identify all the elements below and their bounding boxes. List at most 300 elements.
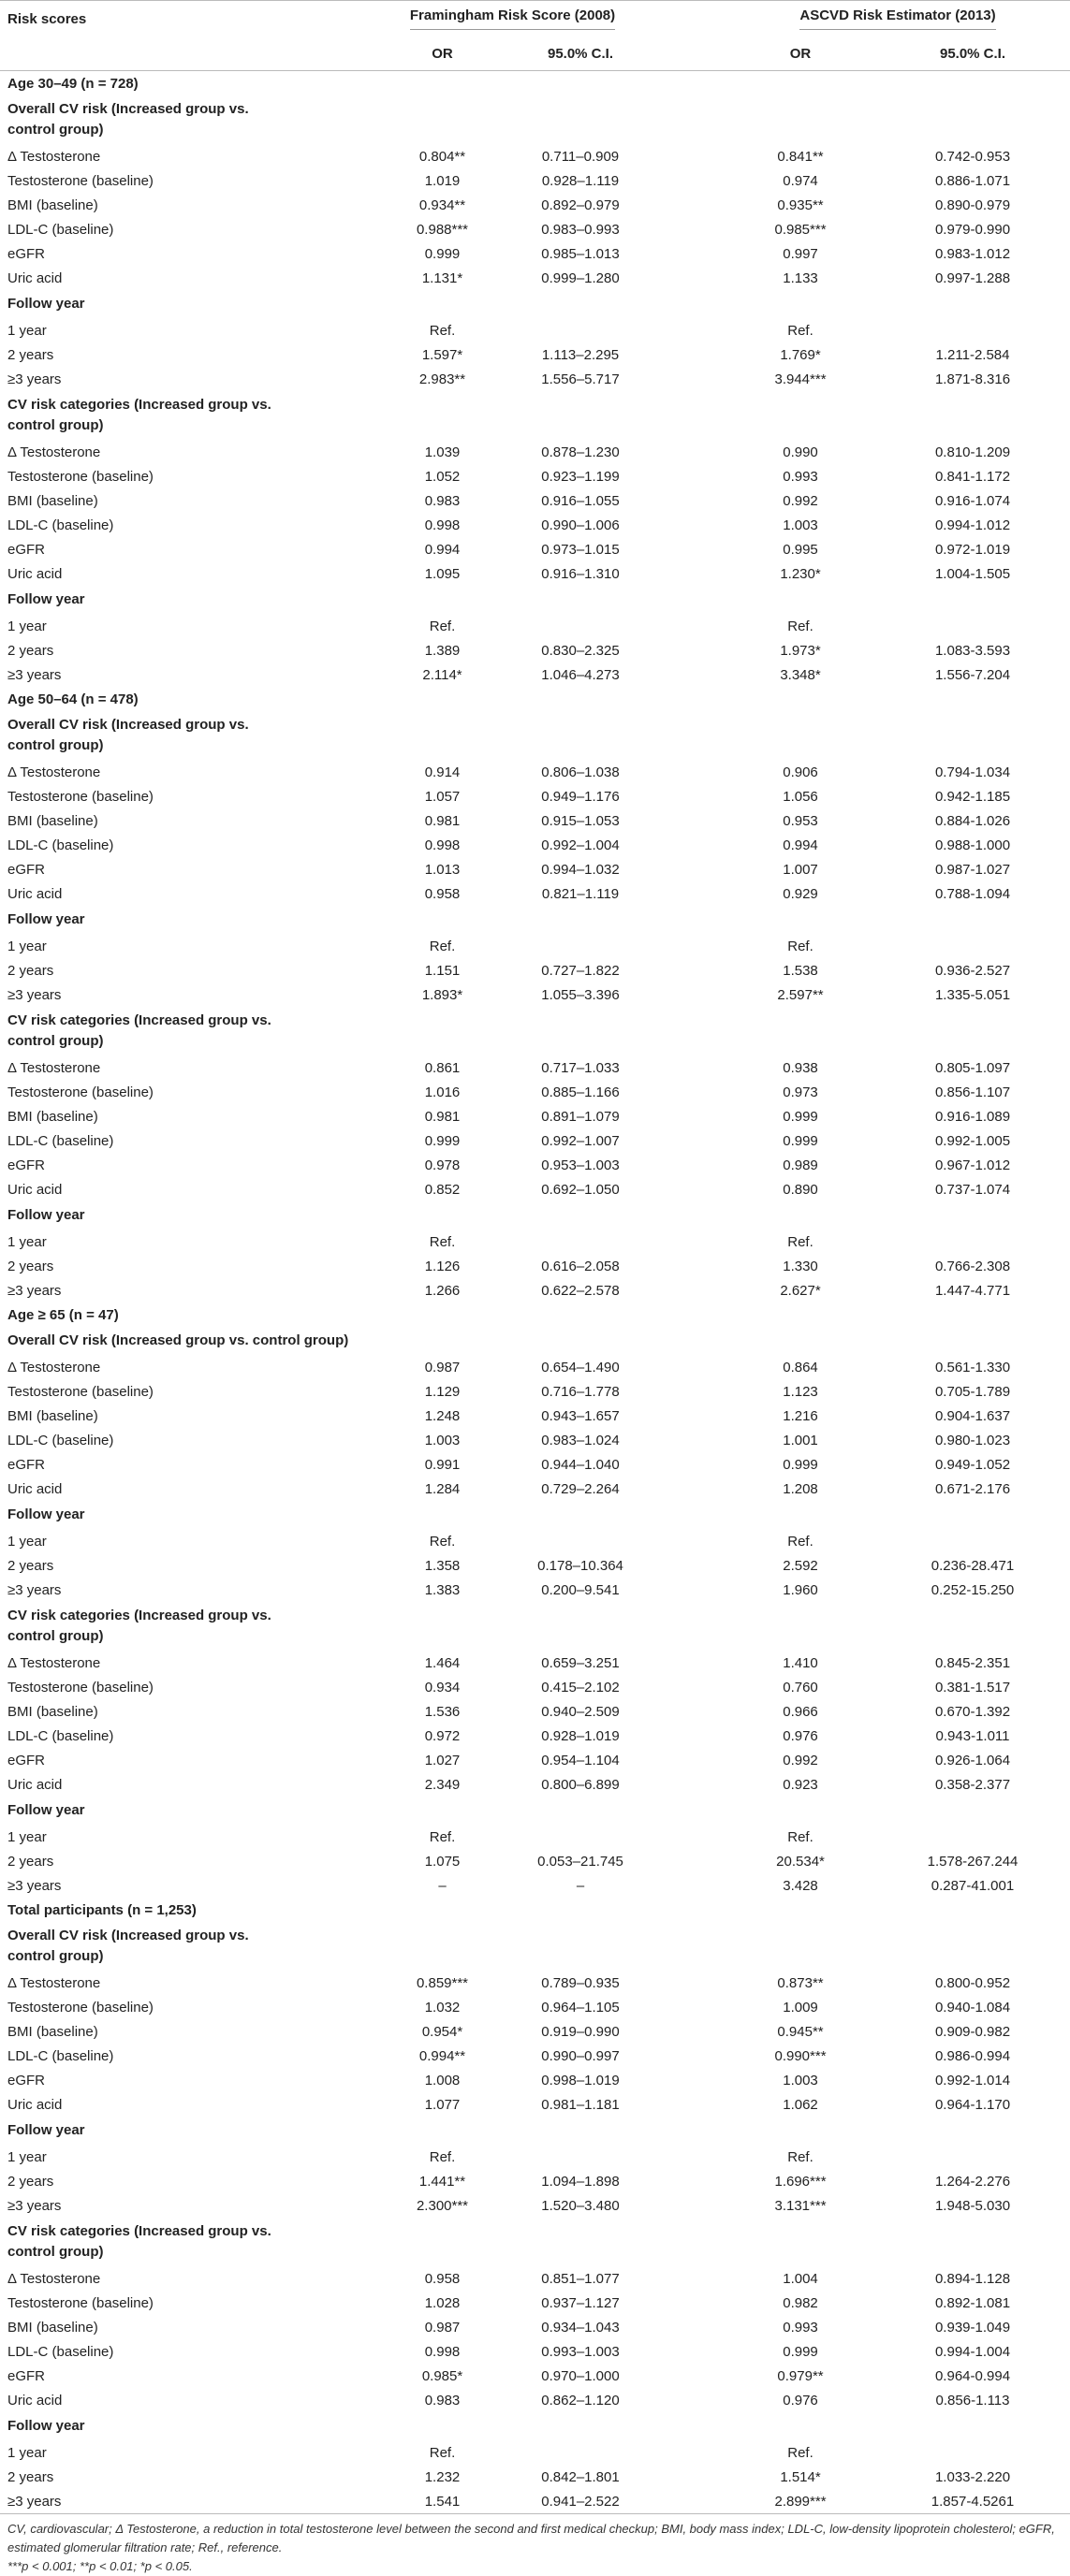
empty-cell [374, 1201, 510, 1230]
framingham-or-value: Ref. [429, 2148, 456, 2165]
variable-label: LDL-C (baseline) [7, 221, 114, 238]
framingham-ci-value: 0.919–0.990 [541, 2023, 620, 2040]
empty-cell [510, 391, 651, 440]
empty-cell [510, 2117, 651, 2145]
framingham-ci-value: 0.994–1.032 [541, 861, 620, 878]
ascvd-or-value: 1.230* [780, 565, 821, 582]
variable-label: eGFR [7, 541, 46, 558]
table-row [0, 1153, 1070, 1177]
ascvd-or-value: 1.538 [783, 962, 818, 979]
framingham-ci-value: 0.415–2.102 [541, 1679, 620, 1696]
table-row [0, 614, 1070, 638]
empty-cell [510, 906, 651, 934]
table-row [0, 1995, 1070, 2019]
empty-cell [374, 1327, 510, 1355]
empty-cell [875, 906, 1070, 934]
framingham-or-value: 1.095 [424, 565, 461, 582]
framingham-ci-value: 0.862–1.120 [541, 2392, 620, 2409]
table-row [0, 2266, 1070, 2291]
framingham-ci-value: 0.622–2.578 [541, 1282, 620, 1299]
ascvd-ci-value [875, 1230, 1070, 1254]
spacer-cell [651, 1104, 726, 1128]
framingham-or-value: 0.985* [421, 2367, 463, 2384]
ascvd-or-value: 2.899*** [726, 2489, 875, 2514]
framingham-or-value: 0.983 [424, 492, 461, 509]
table-row [0, 1699, 1070, 1724]
subsection-label: Overall CV risk (Increased group vs. control group) [7, 1332, 349, 1348]
ascvd-or-value: 1.001 [783, 1432, 818, 1448]
ascvd-ci-value [875, 934, 1070, 958]
table-row [0, 1748, 1070, 1772]
framingham-or-value: 1.075 [424, 1853, 461, 1870]
variable-label: LDL-C (baseline) [7, 837, 114, 853]
framingham-or-value: 0.981 [424, 812, 461, 829]
empty-cell [726, 391, 875, 440]
table-row [0, 1477, 1070, 1501]
table-row [0, 1825, 1070, 1849]
section-label: Age ≥ 65 (n = 47) [7, 1306, 119, 1323]
ascvd-ci-value: 0.964-1.170 [934, 2096, 1011, 2113]
variable-label: LDL-C (baseline) [7, 1132, 114, 1149]
ascvd-ci-value: 0.939-1.049 [934, 2319, 1011, 2336]
variable-label: Testosterone (baseline) [7, 1999, 154, 2016]
spacer-cell [651, 760, 726, 784]
table-row [0, 1254, 1070, 1278]
framingham-or-value: 1.032 [424, 1999, 461, 2016]
ascvd-ci-value: 0.892-1.081 [934, 2294, 1011, 2311]
empty-cell [374, 2412, 510, 2440]
spacer-cell [651, 1772, 726, 1797]
ascvd-or-value: 0.890 [783, 1181, 818, 1198]
empty-cell [875, 1007, 1070, 1055]
framingham-or-value: 1.131* [421, 269, 463, 286]
spacer-cell [651, 958, 726, 982]
subsection-label: Follow year [7, 2418, 85, 2434]
ascvd-ci-value: 1.335-5.051 [934, 986, 1011, 1003]
ascvd-ci-value: 0.381-1.517 [934, 1679, 1011, 1696]
framingham-or-value: 0.978 [424, 1157, 461, 1173]
spacer-cell [651, 2169, 726, 2193]
ascvd-ci-value: 0.252-15.250 [931, 1581, 1015, 1598]
ascvd-ci-value: 0.916-1.074 [934, 492, 1011, 509]
ascvd-ci-value: 0.942-1.185 [934, 788, 1011, 805]
framingham-or-value: 1.057 [424, 788, 461, 805]
ascvd-or-value: 2.627* [780, 1282, 821, 1299]
framingham-or-value: 0.994 [424, 541, 461, 558]
spacer-cell [651, 1873, 726, 1898]
ascvd-or-value: 0.966 [783, 1703, 818, 1720]
spacer-cell [651, 881, 726, 906]
subsection-header-row [0, 1327, 1070, 1355]
framingham-ci-value: 0.885–1.166 [541, 1084, 620, 1100]
ascvd-or-value: 0.929 [783, 885, 818, 902]
table-row [0, 2169, 1070, 2193]
framingham-ci-value: 0.806–1.038 [541, 764, 620, 780]
framingham-ci-value: 0.999–1.280 [541, 269, 620, 286]
ascvd-or-value: 1.009 [783, 1999, 818, 2016]
subsection-header-row [0, 1922, 1070, 1971]
ascvd-or-value: 0.999 [783, 1108, 818, 1125]
subsection-header-row [0, 1602, 1070, 1651]
framingham-ci-value: 0.923–1.199 [541, 468, 620, 485]
framingham-or-value: 1.126 [424, 1258, 461, 1274]
section-label: Total participants (n = 1,253) [7, 1901, 197, 1918]
variable-label: 1 year [7, 1233, 47, 1250]
variable-label: Testosterone (baseline) [7, 1679, 154, 1696]
spacer-cell [651, 513, 726, 537]
framingham-or-value: 1.052 [424, 468, 461, 485]
framingham-ci-value: 0.729–2.264 [541, 1480, 620, 1497]
table-row [0, 1355, 1070, 1379]
variable-label: BMI (baseline) [7, 812, 98, 829]
ascvd-ci-value: 1.948-5.030 [934, 2197, 1011, 2214]
framingham-ci-value [510, 614, 651, 638]
framingham-or-value: 1.013 [424, 861, 461, 878]
variable-label: BMI (baseline) [7, 1407, 98, 1424]
table-row [0, 1675, 1070, 1699]
variable-label: eGFR [7, 1752, 46, 1768]
framingham-or-value: 1.893* [421, 986, 463, 1003]
framingham-or-value: 0.804** [418, 148, 466, 165]
spacer-cell [651, 1452, 726, 1477]
ascvd-or-value: 0.990*** [774, 2047, 827, 2064]
framingham-header [374, 1, 651, 37]
ascvd-ci-value: 0.810-1.209 [934, 444, 1011, 460]
ascvd-or-value: 0.760 [783, 1679, 818, 1696]
framingham-or-value: 0.914 [424, 764, 461, 780]
empty-cell [651, 2117, 726, 2145]
framingham-ci-value [510, 1529, 651, 1553]
empty-cell [726, 1602, 875, 1651]
framingham-ci-value [510, 318, 651, 342]
empty-cell [651, 906, 726, 934]
subsection-header-row [0, 711, 1070, 760]
table-row [0, 881, 1070, 906]
subsection-label: Overall CV risk (Increased group vs. control group) [7, 717, 249, 753]
table-row [0, 1724, 1070, 1748]
framingham-ci-value: 0.990–1.006 [541, 517, 620, 533]
spacer-cell [651, 638, 726, 662]
framingham-or-value: 1.232 [424, 2468, 461, 2485]
ascvd-or-value: 0.945** [777, 2023, 824, 2040]
spacer-cell [651, 2266, 726, 2291]
spacer-cell [651, 342, 726, 367]
ascvd-or-value: 0.994 [783, 837, 818, 853]
framingham-or-value: 2.300*** [416, 2197, 469, 2214]
ascvd-or-value: 1.330 [783, 1258, 818, 1274]
framingham-ci-value: 0.940–2.509 [541, 1703, 620, 1720]
spacer-cell [651, 1230, 726, 1254]
ascvd-ci-value: 0.800-0.952 [934, 1974, 1011, 1991]
ascvd-ci-value: 0.972-1.019 [934, 541, 1011, 558]
empty-cell [510, 2218, 651, 2266]
ascvd-or-value: 0.997 [783, 245, 818, 262]
ascvd-or-value: 0.995 [783, 541, 818, 558]
spacer-cell [651, 1825, 726, 1849]
table-body [0, 71, 1070, 2514]
empty-cell [510, 1501, 651, 1529]
subsection-header-row [0, 2117, 1070, 2145]
subsection-header-row [0, 1201, 1070, 1230]
empty-cell [875, 1501, 1070, 1529]
framingham-ci-value: 0.973–1.015 [541, 541, 620, 558]
framingham-or-value: 1.541 [374, 2489, 510, 2514]
spacer-cell [651, 934, 726, 958]
empty-cell [374, 1797, 510, 1825]
table-row [0, 1379, 1070, 1404]
subsection-label: Follow year [7, 591, 85, 607]
framingham-or-value: 0.954* [421, 2023, 463, 2040]
table-row [0, 318, 1070, 342]
ascvd-or-value: 1.056 [783, 788, 818, 805]
subsection-header-row [0, 95, 1070, 144]
ascvd-or-value: 0.864 [783, 1359, 818, 1375]
variable-label: BMI (baseline) [7, 1108, 98, 1125]
section-label: Age 30–49 (n = 728) [7, 75, 139, 92]
ascvd-ci-value: 0.766-2.308 [934, 1258, 1011, 1274]
table-row [0, 2465, 1070, 2489]
header-row-columns [0, 36, 1070, 71]
empty-cell [510, 290, 651, 318]
table-row [0, 760, 1070, 784]
spacer-cell [651, 1355, 726, 1379]
variable-label: Uric acid [7, 565, 63, 582]
framingham-or-value: 1.039 [424, 444, 461, 460]
spacer-cell [651, 2068, 726, 2092]
empty-cell [651, 2412, 726, 2440]
variable-label: Δ Testosterone [7, 444, 101, 460]
table-row [0, 1578, 1070, 1602]
table-row [0, 367, 1070, 391]
framingham-ci-value: 0.934–1.043 [541, 2319, 620, 2336]
section-header-row [0, 1303, 1070, 1327]
empty-cell [651, 711, 726, 760]
spacer-cell [651, 2388, 726, 2412]
spacer-cell [651, 488, 726, 513]
empty-cell [374, 95, 510, 144]
ascvd-or-value: Ref. [787, 1233, 813, 1250]
framingham-ci-value: 0.992–1.004 [541, 837, 620, 853]
framingham-ci-value: 0.053–21.745 [537, 1853, 623, 1870]
framingham-or-value: Ref. [429, 322, 456, 339]
framingham-ci-value: 0.928–1.119 [541, 172, 620, 189]
ascvd-or-value: 0.999 [783, 1132, 818, 1149]
ascvd-or-value: 1.973* [780, 642, 821, 659]
ascvd-ci-value: 0.997-1.288 [934, 269, 1011, 286]
table-row [0, 1772, 1070, 1797]
framingham-or-value: 1.536 [424, 1703, 461, 1720]
table-row [0, 1404, 1070, 1428]
empty-cell [510, 1797, 651, 1825]
empty-cell [510, 1201, 651, 1230]
empty-cell [651, 1007, 726, 1055]
table-row [0, 857, 1070, 881]
variable-label: 2 years [7, 2468, 54, 2485]
empty-cell [726, 1501, 875, 1529]
framingham-ci-value: 0.821–1.119 [541, 885, 620, 902]
spacer-cell [651, 1971, 726, 1995]
framingham-header-label: Framingham Risk Score (2008) [410, 7, 615, 30]
framingham-or-value: 1.284 [424, 1480, 461, 1497]
spacer-cell [651, 1404, 726, 1428]
variable-label: 2 years [7, 1557, 54, 1574]
framingham-ci-value: 0.954–1.104 [541, 1752, 620, 1768]
variable-label: BMI (baseline) [7, 2319, 98, 2336]
ascvd-or-value: Ref. [787, 1533, 813, 1550]
ascvd-or-value: 3.348* [780, 666, 821, 683]
framingham-or-value: Ref. [429, 1533, 456, 1550]
spacer-cell [651, 1724, 726, 1748]
table-row [0, 2388, 1070, 2412]
subsection-header-row [0, 1797, 1070, 1825]
ascvd-ci-value: 0.916-1.089 [934, 1108, 1011, 1125]
spacer-cell [651, 1529, 726, 1553]
table-row [0, 982, 1070, 1007]
spacer-cell [651, 2489, 726, 2514]
table-row [0, 561, 1070, 586]
ascvd-or-value: Ref. [787, 2444, 813, 2461]
ascvd-or-value: 2.592 [783, 1557, 818, 1574]
variable-label: Uric acid [7, 1181, 63, 1198]
ascvd-ci-value: 0.936-2.527 [934, 962, 1011, 979]
empty-cell [875, 391, 1070, 440]
variable-label: LDL-C (baseline) [7, 1727, 114, 1744]
ascvd-ci-value [875, 1825, 1070, 1849]
ascvd-ci-value: 0.856-1.107 [934, 1084, 1011, 1100]
ascvd-ci-value: 0.992-1.005 [934, 1132, 1011, 1149]
ascvd-or-value: 0.993 [783, 2319, 818, 2336]
framingham-ci-value: 0.727–1.822 [541, 962, 620, 979]
ascvd-or-value: 0.992 [783, 492, 818, 509]
empty-cell [875, 1201, 1070, 1230]
subsection-header-row [0, 2218, 1070, 2266]
empty-cell [374, 711, 510, 760]
variable-label: ≥3 years [0, 2489, 374, 2514]
ascvd-or-value: 0.989 [783, 1157, 818, 1173]
table-row [0, 1080, 1070, 1104]
table-row [0, 1849, 1070, 1873]
table-row [0, 440, 1070, 464]
framingham-ci-value: 0.178–10.364 [537, 1557, 623, 1574]
ascvd-ci-value: 0.943-1.011 [935, 1727, 1010, 1744]
ascvd-ci-value: 0.894-1.128 [934, 2270, 1011, 2287]
framingham-or-value: 0.991 [424, 1456, 461, 1473]
framingham-or-value: 2.114* [422, 666, 462, 683]
framingham-or-value: 1.358 [424, 1557, 461, 1574]
variable-label: Uric acid [7, 885, 63, 902]
ascvd-ci-value: 1.004-1.505 [934, 565, 1011, 582]
ascvd-or-value: 1.696*** [774, 2173, 827, 2190]
subsection-label: CV risk categories (Increased group vs. control group) [7, 2223, 271, 2260]
ascvd-ci-value: 0.287-41.001 [931, 1877, 1015, 1894]
empty-cell [875, 290, 1070, 318]
framingham-ci-value: 0.915–1.053 [541, 812, 620, 829]
variable-label: Uric acid [7, 2392, 63, 2409]
ascvd-header [726, 1, 1070, 37]
spacer-cell [651, 1477, 726, 1501]
spacer-cell [651, 1428, 726, 1452]
spacer-cell [651, 537, 726, 561]
table-row [0, 464, 1070, 488]
spacer-cell [651, 2044, 726, 2068]
variable-label: 1 year [7, 2444, 47, 2461]
ascvd-ci-value: 1.211-2.584 [935, 346, 1010, 363]
empty-cell [374, 906, 510, 934]
ascvd-ci-value: 1.447-4.771 [934, 1282, 1011, 1299]
framingham-or-value: 0.861 [424, 1059, 461, 1076]
ascvd-or-value: Ref. [787, 322, 813, 339]
spacer-cell [651, 1080, 726, 1104]
variable-label: Testosterone (baseline) [7, 2294, 154, 2311]
framingham-ci-value: 0.717–1.033 [541, 1059, 620, 1076]
variable-label: 2 years [7, 1258, 54, 1274]
table-row [0, 1128, 1070, 1153]
framingham-or-value: 0.958 [424, 885, 461, 902]
framingham-or-value: 1.597* [421, 346, 463, 363]
table-row [0, 241, 1070, 266]
spacer-cell [651, 1675, 726, 1699]
variable-label: ≥3 years [7, 666, 62, 683]
framingham-or-value: – [438, 1877, 447, 1894]
framingham-ci-value: 0.985–1.013 [541, 245, 620, 262]
ascvd-ci-header: 95.0% C.I. [875, 36, 1070, 71]
empty-cell [726, 586, 875, 614]
variable-label: 1 year [7, 938, 47, 954]
empty-cell [651, 1602, 726, 1651]
section-header-row [0, 71, 1070, 96]
variable-label: 1 year [7, 618, 47, 634]
empty-cell [875, 1327, 1070, 1355]
spacer-cell [651, 2339, 726, 2364]
framingham-ci-value: 0.711–0.909 [541, 148, 620, 165]
spacer-cell [651, 1748, 726, 1772]
ascvd-or-value: 3.131*** [774, 2197, 827, 2214]
variable-label: 2 years [7, 2173, 54, 2190]
variable-label: LDL-C (baseline) [7, 517, 114, 533]
framingham-or-value: 0.859*** [416, 1974, 469, 1991]
framingham-ci-value [510, 2145, 651, 2169]
framingham-ci-value: 1.520–3.480 [541, 2197, 620, 2214]
ascvd-ci-value: 0.358-2.377 [934, 1776, 1011, 1793]
ascvd-ci-value: 0.940-1.084 [934, 1999, 1011, 2016]
empty-cell [726, 2218, 875, 2266]
spacer-cell [651, 808, 726, 833]
subsection-label: CV risk categories (Increased group vs. control group) [7, 397, 271, 433]
spacer-cell [651, 168, 726, 193]
empty-cell [651, 2218, 726, 2266]
table-row [0, 934, 1070, 958]
variable-label: Testosterone (baseline) [7, 468, 154, 485]
table-row [0, 1553, 1070, 1578]
empty-cell [651, 1327, 726, 1355]
framingham-or-value: Ref. [429, 1828, 456, 1845]
ascvd-ci-value: 0.788-1.094 [934, 885, 1011, 902]
table-row [0, 2193, 1070, 2218]
framingham-ci-value: 1.113–2.295 [541, 346, 620, 363]
table-row [0, 958, 1070, 982]
table-row [0, 144, 1070, 168]
variable-label: ≥3 years [7, 2197, 62, 2214]
ascvd-ci-value: 1.083-3.593 [934, 642, 1011, 659]
empty-cell [875, 95, 1070, 144]
framingham-ci-value [510, 934, 651, 958]
framingham-or-value: 1.077 [424, 2096, 461, 2113]
ascvd-ci-value: 0.742-0.953 [934, 148, 1011, 165]
empty-cell [374, 290, 510, 318]
empty-cell [510, 1922, 651, 1971]
ascvd-or-value: 0.953 [783, 812, 818, 829]
spacer-cell [651, 367, 726, 391]
